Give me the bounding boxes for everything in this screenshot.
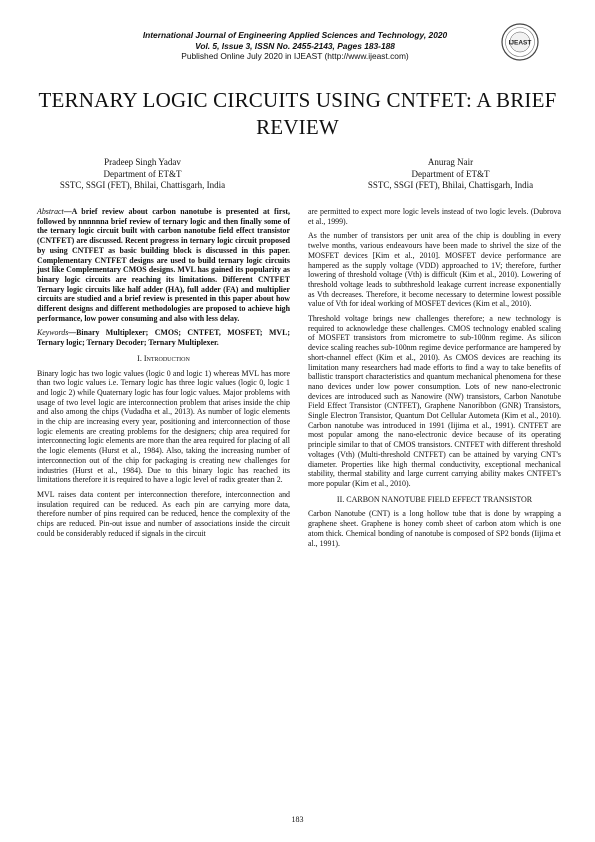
intro-paragraph-2: MVL raises data content per interconnection therefore, interconnection and insulation required can be reduced. As each pin are carrying more data, therefore number of pins required can be reduced, hence the complexity of the chips are reduced. Pin-out issue and number of associations inside the circuit could be considerably reduced if signals in the circuit	[37, 489, 290, 538]
keywords-text: —Binary Multiplexer; CMOS; CNTFET, MOSFET; MVL; Ternary logic; Ternary Decoder; Ternary Multiplexer.	[37, 328, 290, 348]
right-paragraph-3: Threshold voltage brings new challenges therefore; a new technology is required to acknowledge these challenges. CMOS technology enabled scaling of MOSFET transistors from micrometre to sub-100nm regime. As silicon device scaling reaches sub-100nm regime device performance are hampered by short-channel effect (Kim et al., 2010). As CMOS devices are reaching its limitation many researchers had made efforts to find a way to take benefits of ballistic transport characteristics and quantum mechanical phenomena for these nano devices under low power consumption. Lots of new nano-electronic devices are introduced such as Nanowire (NW) transistors, Carbon Nanotube Field Effect Transistor (CNTFET), Graphene Nanoribbon (GNR) Transistors, Single Electron Transistor, Quantum Dot Cellular Autometa (Kim et al., 2010). Carbon nanotube was introduced in 1991 (Iijima et al., 1991). CNTFET are most popular among the nano-electronic device because of its operating principle similar to that of CMOS transistors. CNTFET with different threshold voltages (Vth) (Multi-threshold CNTFET) can be attained by varying CNT's diameter. Properties like high thermal conductivity, exceptional mechanical stability, thermal stability and large current carrying ability makes CNTFET's more popular (Kim et al., 2010).	[308, 314, 561, 488]
author-department: Department of ET&T	[103, 168, 182, 179]
keywords-lead: Keywords	[37, 328, 69, 338]
section-heading-cntfet: II. CARBON NANOTUBE FIELD EFFECT TRANSISTOR	[336, 494, 533, 504]
author-affiliation: SSTC, SSGI (FET), Bhilai, Chattisgarh, India	[59, 180, 226, 190]
section-heading-introduction: I. Introduction	[137, 353, 190, 363]
journal-title: International Journal of Engineering Applied Sciences and Technology, 2020	[142, 30, 448, 40]
page-number: 183	[291, 815, 304, 824]
svg-text:IJEAST: IJEAST	[508, 39, 532, 47]
published-line: Published Online July 2020 in IJEAST (http://www.ijeast.com)	[181, 51, 409, 61]
right-paragraph-1: are permitted to expect more logic levels instead of two logic levels. (Dubrova et al., 1999).	[308, 207, 561, 226]
paper-title: TERNARY LOGIC CIRCUITS USING CNTFET: A BRIEF REVIEW	[38, 88, 557, 139]
abstract-text: —A brief review about carbon nanotube is presented at first, followed by nnnnnna brief review of ternary logic and then finally some of the ternary logic circuit built with carbon nanotube field effect transistor (CNTFET) are discussed. Recent progress in ternary logic circuit proposed by using CNTFET as basic building block is discussed in this paper. Complementary CNTFET designs are used to build ternary logic circuits just like Complementary CMOS designs. MVL has gained its popularity as binary logic circuits are reaching its limitations. Different CNTFET Ternary logic circuits like half adder (HA), full adder (FA) and multiplier circuits are studied and a brief review is presented in this paper about how different designs and different methodologies are proposed to achieve high performance, low power consuming and also with less delay.	[37, 207, 290, 323]
author-name: Pradeep Singh Yadav	[104, 157, 181, 167]
keywords	[37, 328, 290, 347]
author-affiliation: SSTC, SSGI (FET), Bhilai, Chattisgarh, India	[367, 180, 534, 190]
abstract-lead: Abstract	[37, 207, 64, 216]
cntfet-paragraph: Carbon Nanotube (CNT) is a long hollow tube that is done by wrapping a graphene sheet. Graphene is honey comb sheet of carbon atom which is one atom thick. Chemical bonding of nanotube is composed of SP2 bonds (Iijima et al., 1991).	[308, 509, 561, 548]
author-1	[25, 157, 260, 192]
intro-paragraph-1: Binary logic has two logic values (logic 0 and logic 1) whereas MVL has more than two logic values i.e. Ternary logic has three logic values (logic 0, logic 1 and logic 2) while Quaternary logic has four logic values. Major problems with usage of two level logic are interconnection problem that arises inside the chip and also among the chips (Vudadha et al., 2013). As number of logic elements in the chip are increasing every year, positioning and interconnection of those logic elements are creating problems for the designers; chip area required for interconnecting logic elements are more than the area required for placing of all the logic elements (Hurst et al., 1984). Also, taking the increasing number of interconnection out of the chip for packaging is creating new challenges for industries (Hurst et al., 1984). Due to this binary logic has reached its limitations therefore it is required to have a logic level of radix greater than 2.	[37, 368, 290, 485]
abstract	[37, 207, 290, 323]
journal-header	[60, 30, 530, 62]
author-2	[333, 157, 568, 192]
journal-logo	[500, 22, 540, 62]
right-column	[308, 207, 561, 553]
volume-line: Vol. 5, Issue 3, ISSN No. 2455-2143, Pages 183-188	[195, 40, 395, 51]
right-paragraph-2: As the number of transistors per unit area of the chip is doubling in every twelve months, various endeavours have been made to shrivel the size of the MOSFET devices [Kim et al., 2010]. MOSFET device performance are hampered as the supply voltage (VDD) approached to 1V; therefore, further lowering of threshold voltage (Vth) is difficult (Kim et al., 2010). Lowering of threshold voltage leads to subthreshold leakage current increase exponentially as Vth decreases. Therefore, it become necessary to determine lowest possible value of Vth for ideal working of MOSFET devices (Kim et al., 2010).	[308, 231, 561, 309]
author-name: Anurag Nair	[427, 157, 474, 167]
left-column	[37, 207, 290, 544]
author-department: Department of ET&T	[411, 168, 490, 179]
